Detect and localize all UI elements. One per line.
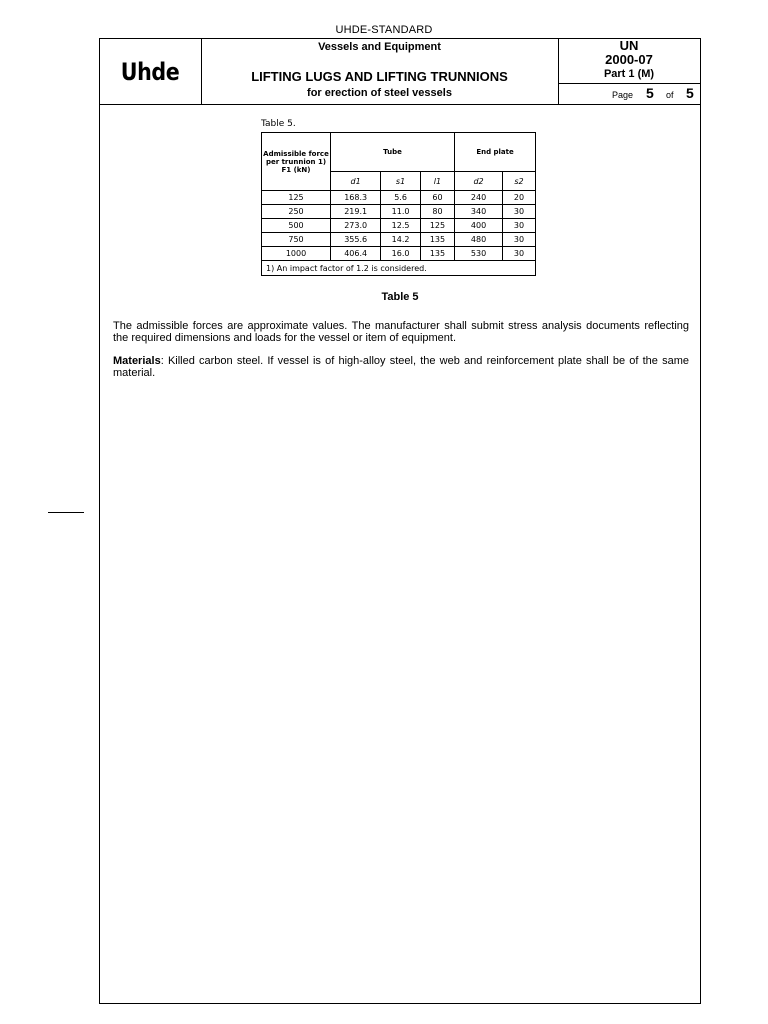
table-title: Table 5 xyxy=(381,291,419,303)
page-frame xyxy=(99,38,701,1004)
table-cell: 500 xyxy=(262,219,331,233)
table-cell: 750 xyxy=(262,233,331,247)
table-cell: 135 xyxy=(420,247,454,261)
table-cell: 135 xyxy=(420,233,454,247)
doc-number-block xyxy=(558,39,700,84)
table-cell: 12.5 xyxy=(381,219,421,233)
table-cell: 60 xyxy=(420,191,454,205)
table-cell: 30 xyxy=(503,205,536,219)
subheader-s2: s2 xyxy=(503,172,536,191)
table-cell: 168.3 xyxy=(331,191,381,205)
table-row xyxy=(262,205,536,219)
table-cell: 480 xyxy=(455,233,503,247)
table-cell: 273.0 xyxy=(331,219,381,233)
doc-prefix: UN xyxy=(619,38,639,53)
materials-text: : Killed carbon steel. If vessel is of high-alloy steel, the web and reinforcement plate shall be of the same material. xyxy=(113,355,689,379)
table-cell: 240 xyxy=(455,191,503,205)
tube-header: Tube xyxy=(331,133,455,172)
table-cell: 11.0 xyxy=(381,205,421,219)
table-cell: 250 xyxy=(262,205,331,219)
table-cell: 30 xyxy=(503,233,536,247)
subheader-l1: l1 xyxy=(420,172,454,191)
table-cell: 20 xyxy=(503,191,536,205)
doc-number: 2000-07 xyxy=(605,52,653,67)
document-header xyxy=(100,39,700,105)
page-indicator xyxy=(558,84,700,104)
page-label: Page xyxy=(612,90,634,100)
subheader-d2: d2 xyxy=(455,172,503,191)
table-cell: 340 xyxy=(455,205,503,219)
table5 xyxy=(261,132,536,276)
table-cell: 219.1 xyxy=(331,205,381,219)
table-row xyxy=(262,247,536,261)
subheader-s1: s1 xyxy=(381,172,421,191)
table5-footnote: 1) An impact factor of 1.2 is considered. xyxy=(262,261,536,276)
page-of-label: of xyxy=(666,90,674,100)
table5-scan xyxy=(261,119,536,285)
table-cell: 30 xyxy=(503,247,536,261)
table-cell: 406.4 xyxy=(331,247,381,261)
margin-mark xyxy=(48,512,84,513)
category-label: Vessels and Equipment xyxy=(318,41,441,53)
table-cell: 1000 xyxy=(262,247,331,261)
table-cell: 125 xyxy=(262,191,331,205)
end-plate-header: End plate xyxy=(455,133,536,172)
table-cell: 30 xyxy=(503,219,536,233)
standard-label: UHDE-STANDARD xyxy=(335,24,433,36)
paragraph-materials xyxy=(113,355,689,379)
force-header: Admissible force per trunnion 1) F1 (kN) xyxy=(262,133,331,191)
table-cell: 14.2 xyxy=(381,233,421,247)
table5-caption: Table 5. xyxy=(261,119,296,129)
table-cell: 5.6 xyxy=(381,191,421,205)
total-pages: 5 xyxy=(686,85,694,101)
table-cell: 355.6 xyxy=(331,233,381,247)
paragraph-forces: The admissible forces are approximate values. The manufacturer shall submit stress analysis documents reflecting the required dimensions and loads for the vessel or item of equipment. xyxy=(113,320,689,344)
company-logo: Uhde xyxy=(121,57,180,86)
table-cell: 530 xyxy=(455,247,503,261)
subheader-d1: d1 xyxy=(331,172,381,191)
table-cell: 16.0 xyxy=(381,247,421,261)
document-title: LIFTING LUGS AND LIFTING TRUNNIONS xyxy=(251,69,508,84)
table-cell: 125 xyxy=(420,219,454,233)
materials-label: Materials xyxy=(113,355,161,367)
doc-part: Part 1 (M) xyxy=(603,68,655,80)
document-subtitle: for erection of steel vessels xyxy=(307,87,452,99)
table-cell: 80 xyxy=(420,205,454,219)
logo-cell xyxy=(100,39,202,104)
table-row xyxy=(262,191,536,205)
title-cell xyxy=(201,39,559,104)
page-number: 5 xyxy=(646,85,654,101)
table-row xyxy=(262,219,536,233)
table-cell: 400 xyxy=(455,219,503,233)
table-row xyxy=(262,233,536,247)
doc-number-cell xyxy=(558,39,700,104)
